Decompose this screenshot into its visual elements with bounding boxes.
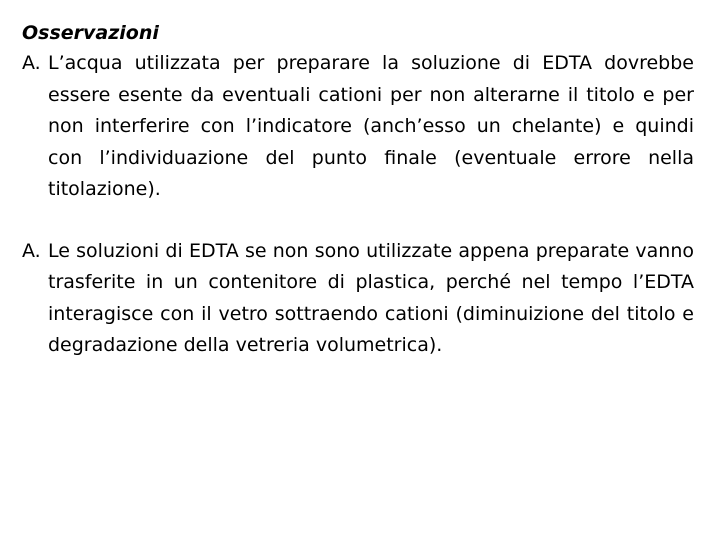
list-item — [22, 236, 694, 362]
list-item — [22, 48, 694, 206]
list-marker: A. — [22, 52, 41, 74]
slide-content — [22, 18, 694, 362]
list-item-text: L’acqua utilizzata per preparare la soluzione di EDTA dovrebbe essere esente da eventuali cationi per non alterarne il titolo e per non interferire con l’indicatore (anch’esso un chelante) e quindi con l’individuazione del punto finale (eventuale errore nella titolazione). — [48, 52, 694, 200]
slide-heading: Osservazioni — [22, 22, 159, 44]
list-marker: A. — [22, 239, 41, 262]
list-item-text: Le soluzioni di EDTA se non sono utilizzate appena preparate vanno trasferite in un contenitore di plastica, perché nel tempo l’EDTA interagisce con il vetro sottraendo cationi (diminuizione del titolo e degradazione della vetreria volumetrica). — [48, 239, 694, 356]
